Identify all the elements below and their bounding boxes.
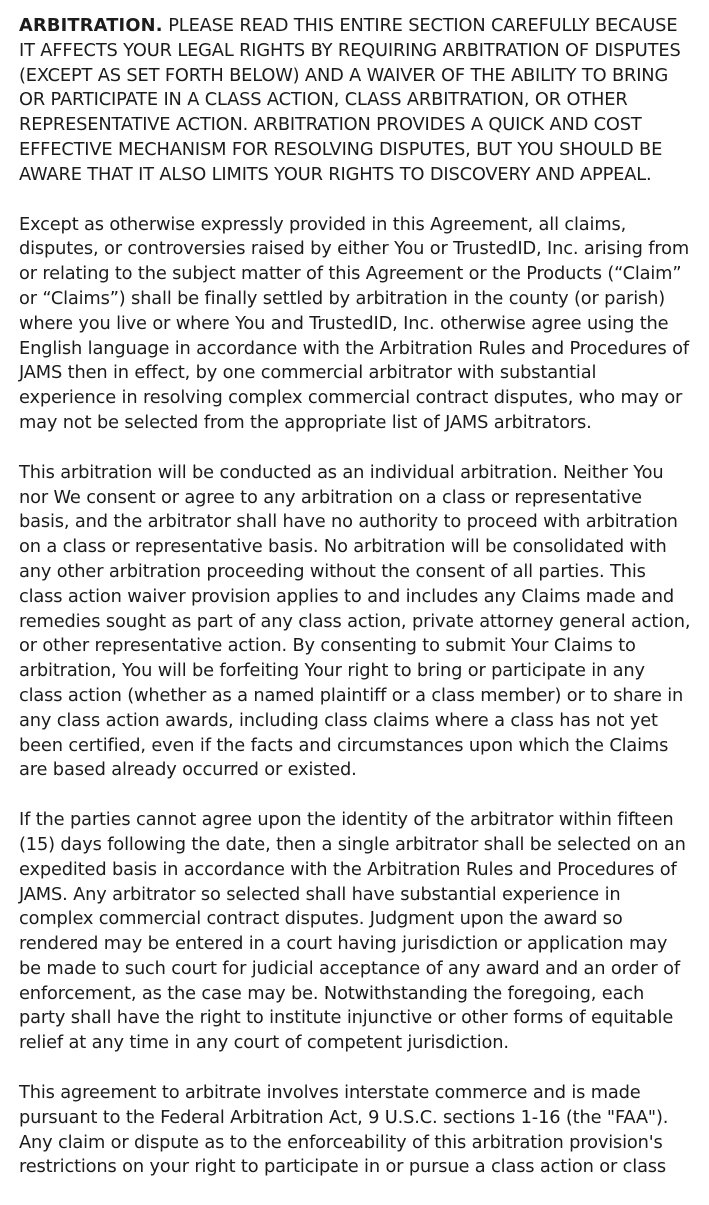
class-action-waiver-paragraph: This arbitration will be conducted as an individual arbitration. Neither You nor We consent or agree to any arbitration on a class or representative basis, and the arbitrator shall have no authority to proceed with arbitration on a class or representative basis. No arbitration will be consolidated with any other arbitration proceeding without the consent of all parties. This class action waiver provision applies to and includes any Claims made and remedies sought as part of any class action, private attorney general action, or other representative action. By consenting to submit Your Claims to arbitration, You will be forfeiting Your right to bring or participate in any class action (whether as a named plaintiff or a class member) or to share in any class action awards, including class claims where a class has not yet been certified, even if the facts and circumstances upon which the Claims are based already occurred or existed. [19,461,691,781]
intro-text: PLEASE READ THIS ENTIRE SECTION CAREFULLY BECAUSE IT AFFECTS YOUR LEGAL RIGHTS BY REQUIRING ARBITRATION OF DISPUTES (EXCEPT AS SET FORTH BELOW) AND A WAIVER OF THE ABILITY TO BRING OR PARTICIPATE IN A CLASS ACTION, CLASS ARBITRATION, OR OTHER REPRESENTATIVE ACTION. ARBITRATION PROVIDES A QUICK AND COST EFFECTIVE MECHANISM FOR RESOLVING DISPUTES, BUT YOU SHOULD BE AWARE THAT IT ALSO LIMITS YOUR RIGHTS TO DISCOVERY AND APPEAL. [19,15,681,185]
faa-paragraph: This agreement to arbitrate involves interstate commerce and is made pursuant to the Federal Arbitration Act, 9 U.S.C. sections 1-16 (the "FAA"). Any claim or dispute as to the enforceability of this arbitration provision's restrictions on your right to participate in or pursue a class action or class [19,1082,669,1178]
arbitrator-selection-paragraph: If the parties cannot agree upon the identity of the arbitrator within fifteen (15) days following the date, then a single arbitrator shall be selected on an expedited basis in accordance with the Arbitration Rules and Procedures of JAMS. Any arbitrator so selected shall have substantial experience in complex commercial contract disputes. Judgment upon the award so rendered may be entered in a court having jurisdiction or application may be made to such court for judicial acceptance of any award and an order of enforcement, as the case may be. Notwithstanding the foregoing, each party shall have the right to institute injunctive or other forms of equitable relief at any time in any court of competent jurisdiction. [19,809,686,1054]
arbitration-section [19,14,691,1205]
arbitration-intro-paragraph [19,14,691,188]
section-heading: ARBITRATION. [19,15,163,36]
claims-paragraph: Except as otherwise expressly provided in this Agreement, all claims, disputes, or controversies raised by either You or TrustedID, Inc. arising from or relating to the subject matter of this Agreement or the Products (“Claim” or “Claims”) shall be finally settled by arbitration in the county (or parish) where you live or where You and TrustedID, Inc. otherwise agree using the English language in accordance with the Arbitration Rules and Procedures of JAMS then in effect, by one commercial arbitrator with substantial experience in resolving complex commercial contract disputes, who may or may not be selected from the appropriate list of JAMS arbitrators. [19,213,690,433]
